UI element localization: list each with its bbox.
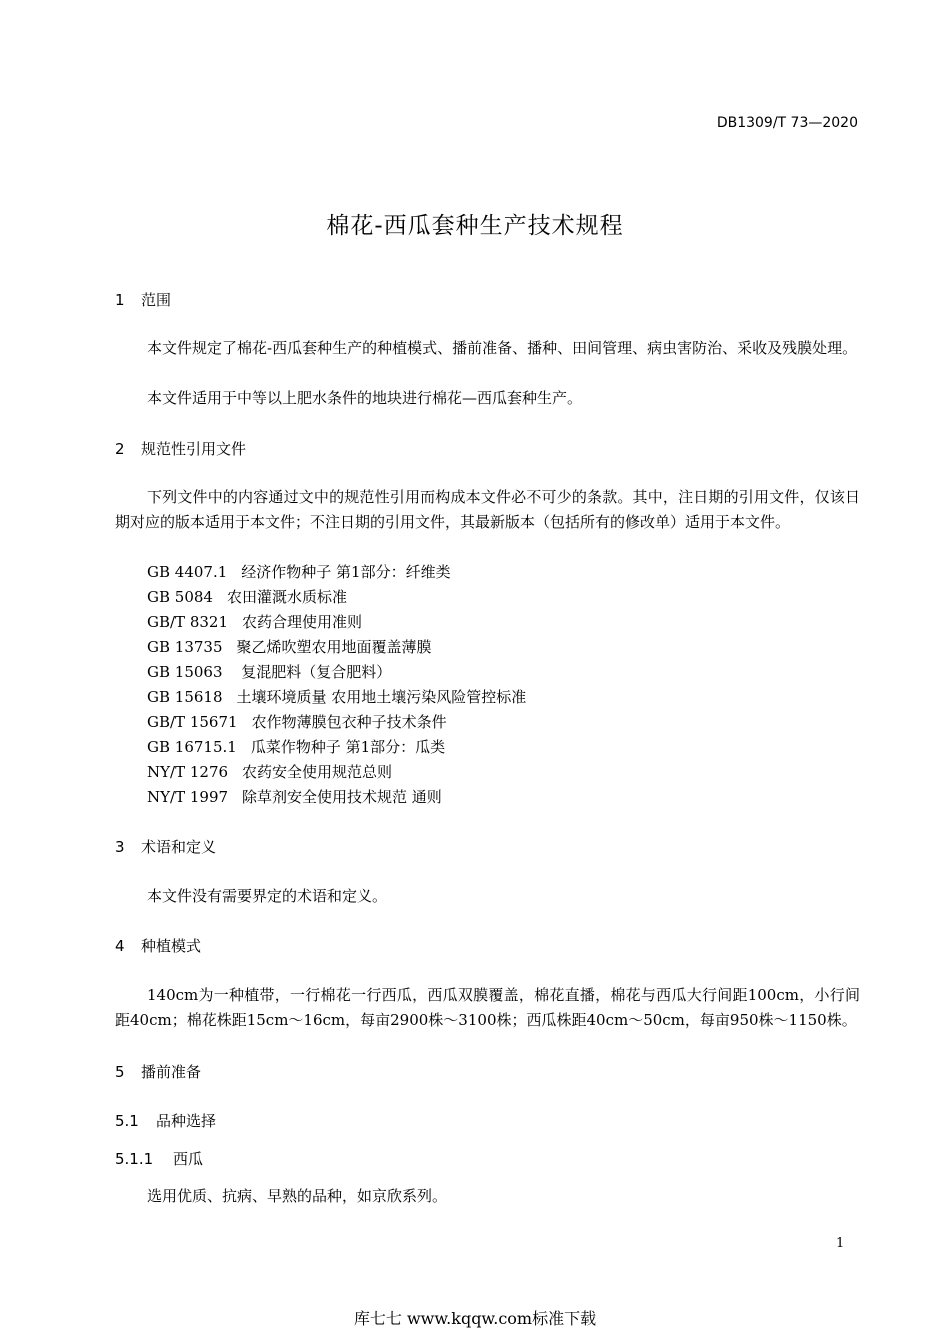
reference-item bbox=[147, 761, 392, 782]
paragraph-normative-intro: 下列文件中的内容通过文中的规范性引用而构成本文件必不可少的条款。其中，注日期的引用文件，仅该日期对应的版本适用于本文件；不注日期的引用文件，其最新版本（包括所有的修改单）适用于本文件。 bbox=[115, 488, 860, 531]
section-heading-4 bbox=[115, 935, 201, 956]
section-heading-3 bbox=[115, 836, 216, 857]
subsection-heading-5-1 bbox=[115, 1110, 216, 1131]
section-title: 规范性引用文件 bbox=[141, 440, 247, 458]
reference-code: GB 5084 bbox=[147, 588, 213, 606]
section-title: 种植模式 bbox=[141, 937, 202, 955]
page-number: 1 bbox=[836, 1236, 845, 1251]
reference-code: GB/T 8321 bbox=[147, 613, 229, 631]
reference-code: NY/T 1997 bbox=[147, 788, 229, 806]
reference-code: NY/T 1276 bbox=[147, 763, 229, 781]
reference-name: 复混肥料（复合肥料） bbox=[236, 663, 392, 681]
reference-name: 瓜菜作物种子 第1部分：瓜类 bbox=[250, 738, 446, 756]
document-title: 棉花-西瓜套种生产技术规程 bbox=[326, 213, 624, 239]
section-number: 5.1 bbox=[115, 1112, 139, 1130]
section-title: 品种选择 bbox=[156, 1112, 217, 1130]
section-number: 5 bbox=[115, 1063, 125, 1081]
section-number: 1 bbox=[115, 291, 125, 309]
paragraph-scope-1: 本文件规定了棉花-西瓜套种生产的种植模式、播前准备、播种、田间管理、病虫害防治、采收及残膜处理。 bbox=[147, 339, 858, 357]
reference-code: GB 4407.1 bbox=[147, 563, 228, 581]
footer-watermark: 库七七 www.kqqw.com标准下载 bbox=[353, 1309, 597, 1328]
reference-code: GB 15063 bbox=[147, 663, 223, 681]
reference-item bbox=[147, 636, 432, 657]
section-heading-2 bbox=[115, 438, 246, 459]
reference-item bbox=[147, 561, 451, 582]
reference-name: 农作物薄膜包衣种子技术条件 bbox=[251, 713, 447, 731]
section-title: 范围 bbox=[141, 291, 172, 309]
section-title: 播前准备 bbox=[141, 1063, 202, 1081]
section-number: 4 bbox=[115, 937, 125, 955]
reference-code: GB 13735 bbox=[147, 638, 223, 656]
paragraph-planting-mode: 140cm为一种植带，一行棉花一行西瓜，西瓜双膜覆盖，棉花直播，棉花与西瓜大行间距100cm，小行间距40cm；棉花株距15cm～16cm，每亩2900株～3100株；西瓜株距40cm～50cm，每亩950株～1150株。 bbox=[115, 986, 860, 1029]
section-heading-5 bbox=[115, 1061, 201, 1082]
document-code: DB1309/T 73—2020 bbox=[716, 115, 858, 131]
section-number: 5.1.1 bbox=[115, 1150, 154, 1168]
reference-name: 经济作物种子 第1部分：纤维类 bbox=[241, 563, 451, 581]
reference-name: 聚乙烯吹塑农用地面覆盖薄膜 bbox=[236, 638, 432, 656]
reference-code: GB/T 15671 bbox=[147, 713, 238, 731]
paragraph-watermelon-variety: 选用优质、抗病、早熟的品种，如京欣系列。 bbox=[147, 1187, 448, 1205]
section-number: 2 bbox=[115, 440, 125, 458]
reference-code: GB 15618 bbox=[147, 688, 223, 706]
reference-name: 除草剂安全使用技术规范 通则 bbox=[242, 788, 442, 806]
reference-code: GB 16715.1 bbox=[147, 738, 237, 756]
paragraph-terms: 本文件没有需要界定的术语和定义。 bbox=[147, 887, 388, 905]
reference-item bbox=[147, 686, 526, 707]
reference-name: 农药合理使用准则 bbox=[242, 613, 363, 631]
reference-item bbox=[147, 586, 347, 607]
reference-item bbox=[147, 736, 445, 757]
reference-name: 农田灌溉水质标准 bbox=[226, 588, 347, 606]
section-number: 3 bbox=[115, 838, 125, 856]
section-title: 西瓜 bbox=[173, 1150, 204, 1168]
section-heading-1 bbox=[115, 289, 171, 310]
reference-name: 土壤环境质量 农用地土壤污染风险管控标准 bbox=[236, 688, 527, 706]
paragraph-scope-2: 本文件适用于中等以上肥水条件的地块进行棉花—西瓜套种生产。 bbox=[147, 389, 583, 407]
reference-item bbox=[147, 611, 362, 632]
reference-item bbox=[147, 711, 447, 732]
reference-item bbox=[147, 786, 442, 807]
subsection-heading-5-1-1 bbox=[115, 1148, 203, 1169]
reference-name: 农药安全使用规范总则 bbox=[242, 763, 393, 781]
section-title: 术语和定义 bbox=[141, 838, 217, 856]
reference-item bbox=[147, 661, 391, 682]
